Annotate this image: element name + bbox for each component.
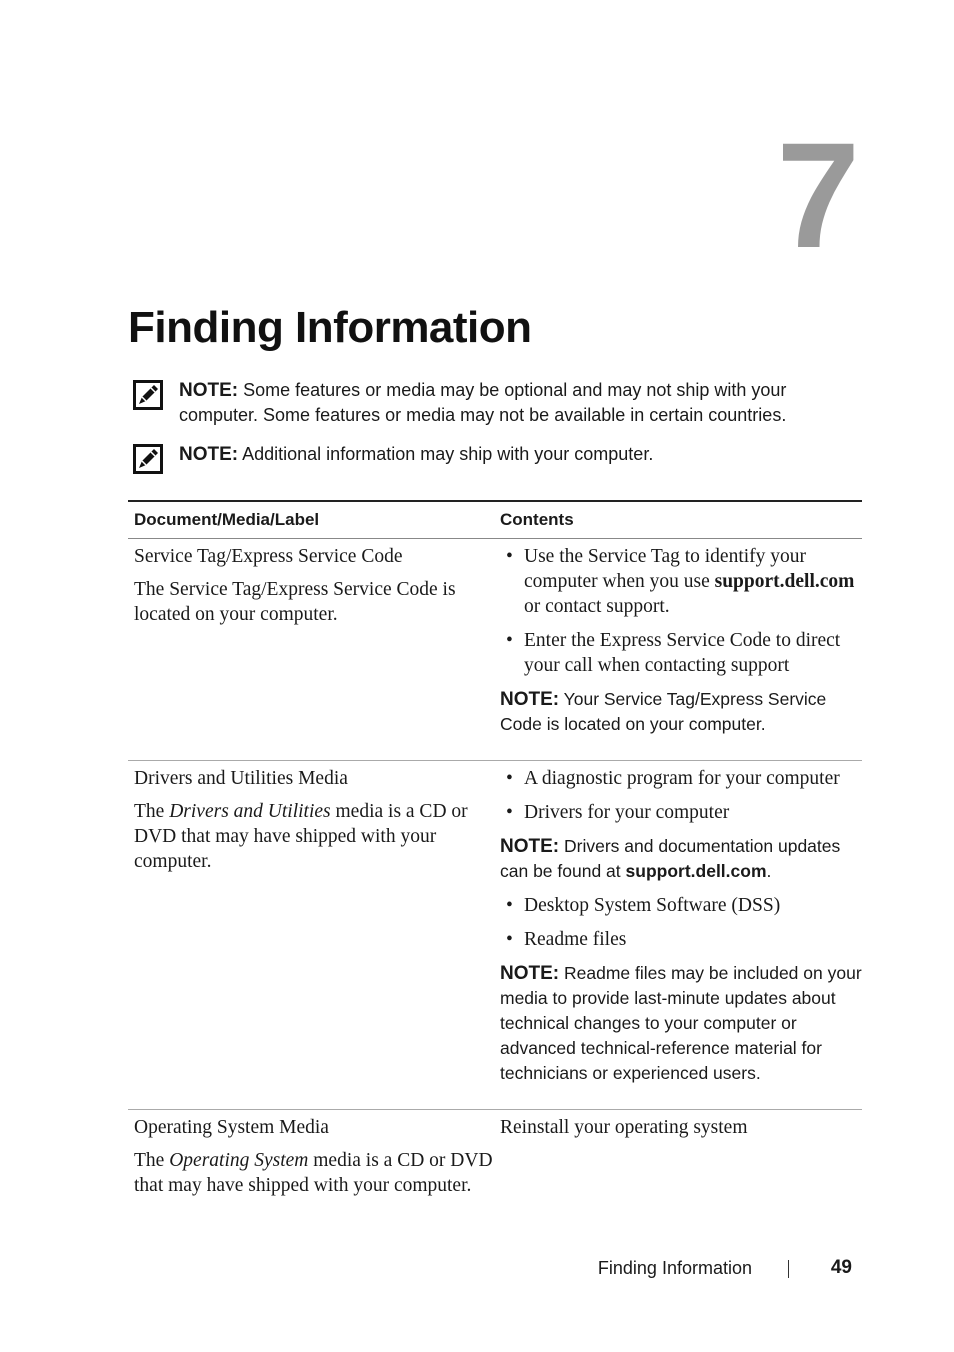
note-label: NOTE:: [179, 444, 239, 465]
row-desc: The Service Tag/Express Service Code is located on your computer.: [134, 579, 456, 625]
table-row: [128, 1110, 862, 1212]
note-text: Additional information may ship with your computer.: [242, 444, 654, 464]
info-table: [128, 500, 862, 1212]
note-text: Some features or media may be optional and may not ship with your computer. Some features or media may not be available in certain countries.: [179, 380, 787, 425]
row-desc: The Drivers and Utilities media is a CD or DVD that may have shipped with your computer.: [134, 801, 468, 872]
list-item: • Desktop System Software (DSS): [500, 893, 862, 918]
header-contents: Contents: [500, 510, 574, 529]
list-item: • Readme files: [500, 927, 862, 952]
row-title: Drivers and Utilities Media: [134, 768, 348, 789]
row-title: Service Tag/Express Service Code: [134, 546, 403, 567]
row-contents: Reinstall your operating system: [500, 1117, 748, 1138]
chapter-number: 7: [776, 111, 860, 279]
support-link[interactable]: support.dell.com: [625, 861, 767, 881]
table-header: [128, 500, 862, 539]
page-footer: [560, 1254, 852, 1282]
note-features: [133, 378, 833, 428]
row-title: Operating System Media: [134, 1117, 329, 1138]
list-item: • Drivers for your computer: [500, 800, 862, 825]
support-link[interactable]: support.dell.com: [714, 571, 855, 592]
note-label: NOTE:: [179, 380, 239, 401]
footer-title: Finding Information: [597, 1258, 752, 1278]
inner-note: NOTE: Your Service Tag/Express Service Code is located on your computer.: [500, 689, 827, 734]
list-item: • Use the Service Tag to identify your computer when you use support.dell.com or contact support.: [500, 544, 862, 619]
list-item: • A diagnostic program for your computer: [500, 766, 862, 791]
footer-divider: [788, 1260, 789, 1278]
inner-note: NOTE: Readme files may be included on your media to provide last-minute updates about technical changes to your computer or advanced technical-reference material for technicians or experienced users.: [500, 963, 862, 1083]
inner-note: NOTE: Drivers and documentation updates can be found at support.dell.com.: [500, 836, 841, 881]
page-number: 49: [830, 1257, 852, 1278]
note-additional: [133, 442, 833, 467]
header-document: Document/Media/Label: [134, 510, 320, 529]
note-pencil-icon: [133, 380, 163, 410]
row-desc: The Operating System media is a CD or DVD that may have shipped with your computer.: [134, 1150, 493, 1196]
table-row: [128, 539, 862, 761]
list-item: • Enter the Express Service Code to direct your call when contacting support: [500, 628, 862, 678]
table-row: [128, 761, 862, 1110]
page-title: Finding Information: [128, 303, 532, 352]
note-pencil-icon: [133, 444, 163, 474]
